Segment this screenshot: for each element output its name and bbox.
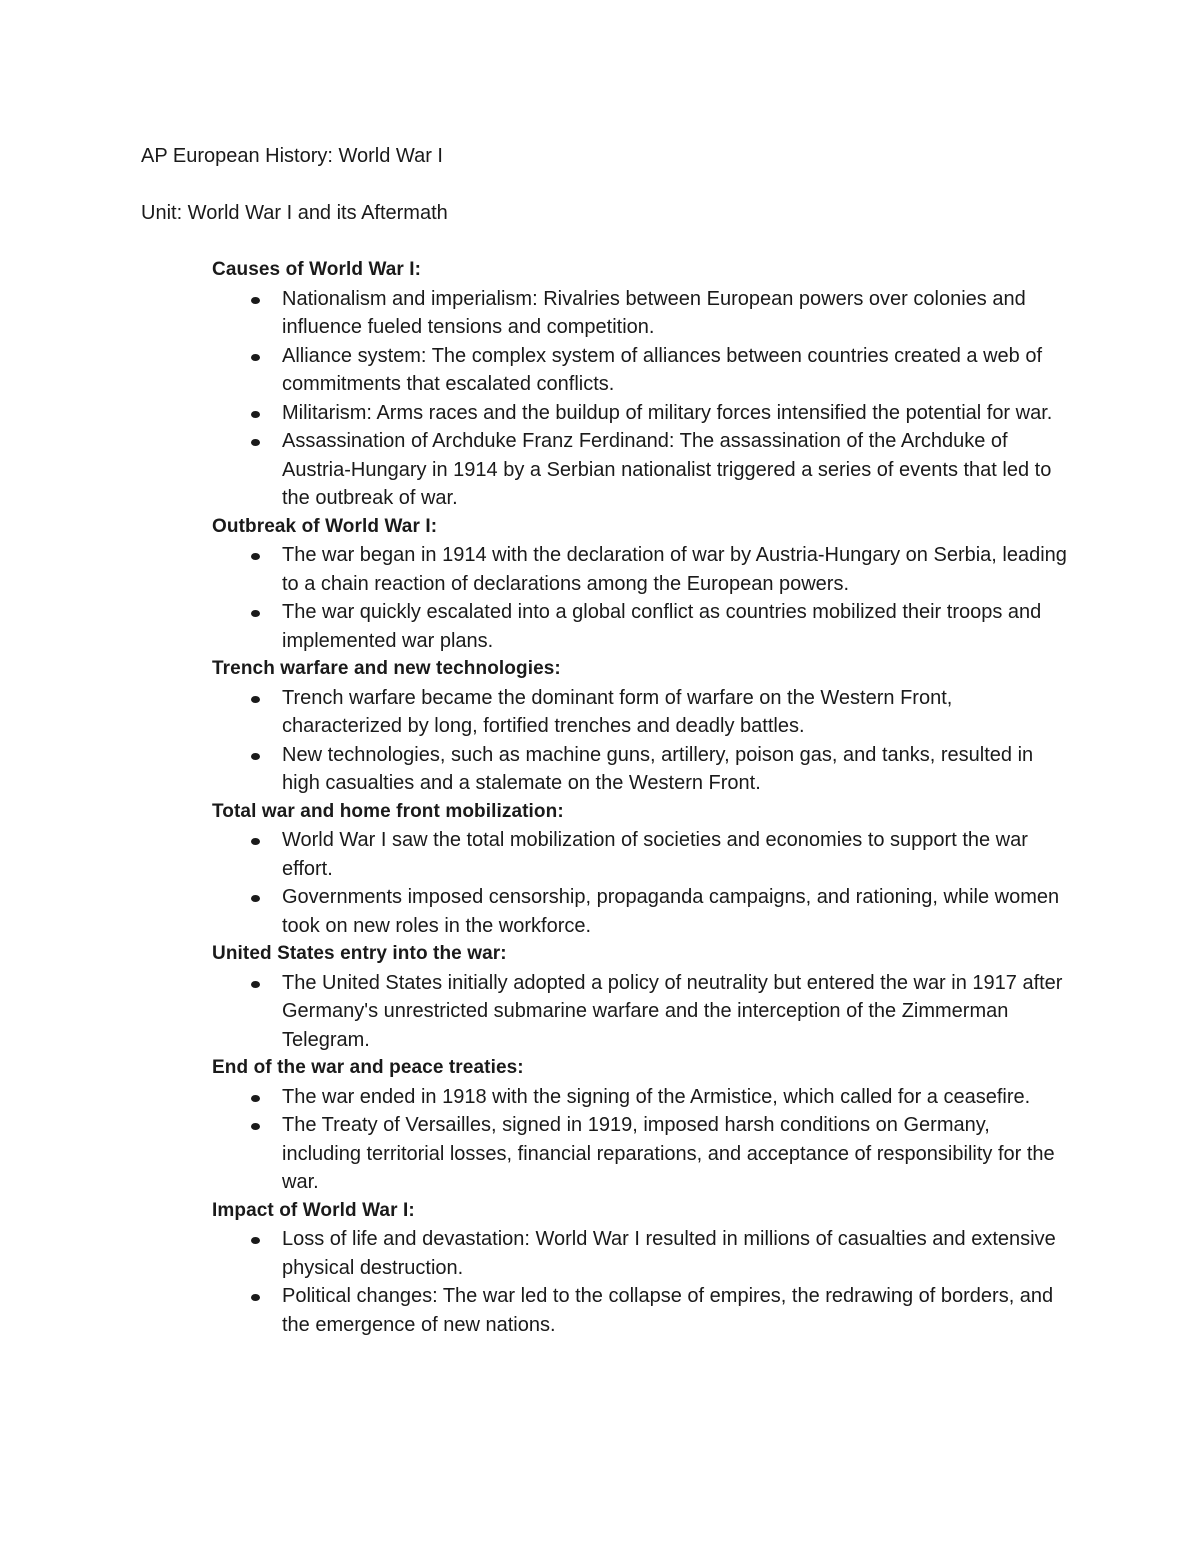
list-item-text: Assassination of Archduke Franz Ferdinand: The assassination of the Archduke of Austria-Hungary in 1914 by a Serbian nationalist triggered a series of events that led to the outbreak of war.	[282, 430, 1052, 509]
bullet-dot-icon	[251, 1237, 260, 1244]
document-title: AP European History: World War I	[141, 145, 443, 167]
list-item-text: The war ended in 1918 with the signing of the Armistice, which called for a ceasefire.	[282, 1085, 1031, 1108]
bullet-list	[212, 826, 1072, 940]
section-heading: Outbreak of World War I:	[212, 515, 438, 537]
list-item	[212, 1282, 1067, 1339]
bullet-dot-icon	[251, 297, 260, 304]
sections-container	[212, 256, 1072, 1339]
bullet-list	[212, 285, 1072, 513]
bullet-dot-icon	[251, 553, 260, 560]
list-item-text: Political changes: The war led to the collapse of empires, the redrawing of borders, and the emergence of new nations.	[282, 1285, 1054, 1336]
list-item	[212, 285, 1067, 342]
list-item-text: Nationalism and imperialism: Rivalries between European powers over colonies and influence fueled tensions and competition.	[282, 287, 1026, 338]
section-heading: Trench warfare and new technologies:	[212, 658, 561, 679]
list-item-text: World War I saw the total mobilization of societies and economies to support the war effort.	[282, 829, 1028, 880]
bullet-dot-icon	[251, 1123, 260, 1130]
bullet-dot-icon	[251, 1095, 260, 1102]
list-item	[212, 826, 1067, 883]
bullet-list	[212, 1083, 1072, 1197]
list-item	[212, 883, 1067, 940]
list-item-text: New technologies, such as machine guns, artillery, poison gas, and tanks, resulted in high casualties and a stalemate on the Western Front.	[282, 743, 1034, 794]
bullet-dot-icon	[251, 411, 260, 418]
list-item	[212, 598, 1067, 655]
section-heading: Causes of World War I:	[212, 259, 422, 280]
bullet-dot-icon	[251, 354, 260, 361]
list-item	[212, 541, 1067, 598]
bullet-dot-icon	[251, 981, 260, 988]
list-item-text: The Treaty of Versailles, signed in 1919, imposed harsh conditions on Germany, including territorial losses, financial reparations, and acceptance of responsibility for the war.	[282, 1114, 1055, 1193]
section-heading: End of the war and peace treaties:	[212, 1057, 524, 1078]
list-item-text: The war began in 1914 with the declaration of war by Austria-Hungary on Serbia, leading to a chain reaction of declarations among the European powers.	[282, 544, 1067, 595]
bullet-dot-icon	[251, 696, 260, 703]
list-item	[212, 1083, 1067, 1112]
list-item-text: The United States initially adopted a policy of neutrality but entered the war in 1917 after Germany's unrestricted submarine warfare and the interception of the Zimmerman Telegram.	[282, 971, 1063, 1051]
list-item	[212, 1225, 1067, 1282]
bullet-dot-icon	[251, 610, 260, 617]
bullet-dot-icon	[251, 838, 260, 845]
list-item-text: Governments imposed censorship, propaganda campaigns, and rationing, while women took on new roles in the workforce.	[282, 886, 1060, 937]
list-item	[212, 399, 1067, 428]
list-item	[212, 427, 1067, 513]
bullet-list	[212, 541, 1072, 655]
list-item-text: Militarism: Arms races and the buildup of military forces intensified the potential for war.	[282, 401, 1053, 424]
list-item	[212, 741, 1067, 798]
unit-title: Unit: World War I and its Aftermath	[141, 202, 448, 224]
list-item-text: Loss of life and devastation: World War I resulted in millions of casualties and extensive physical destruction.	[282, 1228, 1056, 1279]
bullet-dot-icon	[251, 439, 260, 446]
section-heading: Impact of World War I:	[212, 1199, 415, 1221]
bullet-list	[212, 969, 1072, 1055]
list-item-text: The war quickly escalated into a global conflict as countries mobilized their troops and implemented war plans.	[282, 601, 1042, 652]
bullet-dot-icon	[251, 1294, 260, 1301]
bullet-dot-icon	[251, 753, 260, 760]
list-item	[212, 969, 1067, 1055]
section-heading: United States entry into the war:	[212, 943, 507, 964]
bullet-list	[212, 1225, 1072, 1339]
list-item-text: Trench warfare became the dominant form of warfare on the Western Front, characterized by long, fortified trenches and deadly battles.	[282, 686, 953, 737]
section-heading: Total war and home front mobilization:	[212, 800, 564, 822]
list-item	[212, 342, 1067, 399]
list-item	[212, 1111, 1067, 1197]
bullet-dot-icon	[251, 895, 260, 902]
list-item-text: Alliance system: The complex system of alliances between countries created a web of commitments that escalated conflicts.	[282, 344, 1042, 395]
list-item	[212, 684, 1067, 741]
bullet-list	[212, 684, 1072, 798]
